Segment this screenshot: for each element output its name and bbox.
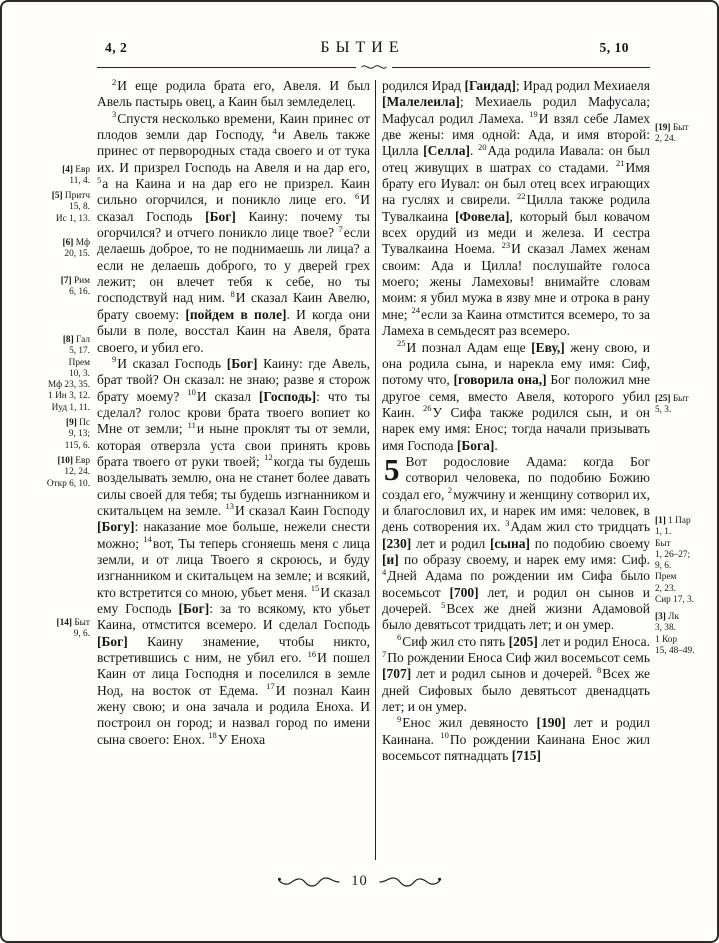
verse-number: 8 [230, 288, 235, 299]
cross-reference-line: [7] Рим [60, 276, 90, 286]
cross-reference-line: 3, 38. [655, 623, 676, 634]
cross-reference-note [6, 165, 90, 188]
cross-reference-line: 6, 16. [69, 287, 90, 298]
verse-number: 3 [505, 517, 510, 528]
bracketed-insertion: [700] [449, 584, 479, 600]
bracketed-insertion: [3] [655, 612, 666, 622]
cross-reference-line: Сир 17, 3. [655, 595, 695, 606]
cross-reference-note [655, 394, 717, 417]
bracketed-insertion: [Бог] [97, 633, 128, 649]
cross-reference-line: 9, 6. [73, 629, 90, 640]
bracketed-insertion: [Бог] [205, 208, 236, 224]
verse-paragraph: $^3$Спустя несколько времени, Каин принес от плодов земли дар Господу, $^4$и Авель также принес от первородных стада своего и от тука их. И призрел Господь на Авеля и на дар его, $^5$а на Каина и на дар его не призрел. Каин сильно огорчился, и поникло лице его. $^6$И сказал Господь [Бог] Каину: почему ты огорчился? и отчего поникло лице твое? $^7$если делаешь доброе, то не поднимаешь ли лица? а если не делаешь доброго, то у дверей грех лежит; он влечет тебя к себе, но ты господствуй над ним. $^8$И сказал Каин Авелю, брату своему: [пойдем в поле]. И когда они были в поле, восстал Каин на Авеля, брата своего, и убил его. [97, 109, 370, 355]
verse-number: 20 [478, 141, 487, 152]
cross-reference-note [6, 418, 90, 452]
left-margin-references [6, 78, 90, 864]
verse-number: 8 [597, 664, 602, 675]
header-rule-line [97, 67, 356, 68]
verse-number: 2 [447, 485, 453, 496]
cross-reference-line: 2, 24. [655, 134, 676, 145]
cross-reference-line: Ис 1, 13. [55, 213, 90, 224]
verse-paragraph: родился Ирад [Гаидад]; Ирад родил Мехиаеля [Малелеила]; Мехиаель родил Мафусала; Мафусал родил Ламеха. $^{19}$И взял себе Ламех две жены: имя одной: Ада, и имя второй: Цилла [Селла]. $^{20}$Ада родила Иавала: он был отец живущих в шатрах со стадами. $^{21}$Имя брату его Иувал: он был отец всех играющих на гуслях и свирели. $^{22}$Цилла также родила Тувалкаина [Фовела], который был ковачом всех орудий из меди и железа. И сестра Тувалкаина Ноема. $^{23}$И сказал Ламех женам своим: Ада и Цилла! послушайте голоса моего; жены Ламеховы! внимайте словам моим: я убил мужа в язву мне и отрока в рану мне; $^{24}$если за Каина отмстится всемеро, то за Ламеха в семьдесят раз всемеро. [382, 78, 650, 339]
chapter-number: 5 [384, 451, 400, 487]
cross-reference-line: 10, 3. [69, 368, 90, 379]
bracketed-insertion: [Еву,] [531, 339, 565, 355]
cross-reference-line: [1] 1 Пар [655, 516, 691, 526]
page-number: 10 [351, 873, 368, 889]
cross-reference-line: [3] Лк [655, 612, 679, 622]
cross-reference-line: 1, 1. [655, 527, 672, 538]
cross-reference-line: 15, 48–49. [655, 645, 695, 656]
verse-number: 7 [382, 648, 387, 659]
verse-number: 3 [112, 109, 117, 120]
verse-number: 19 [529, 109, 538, 120]
page-footer [2, 873, 717, 890]
cross-reference-line: [5] Притч [51, 191, 90, 201]
right-margin-references [655, 78, 717, 864]
verse-number: 22 [516, 190, 526, 201]
verse-number: 9 [397, 713, 402, 724]
verse-number: 25 [397, 338, 406, 348]
cross-reference-line: Прем [655, 572, 677, 583]
bracketed-insertion: [Богу] [97, 519, 135, 535]
verse-number: 17 [266, 681, 275, 692]
verse-number: 23 [501, 239, 511, 250]
cross-reference-line: 20, 15. [64, 249, 90, 260]
bracketed-insertion: [и] [382, 551, 399, 567]
bracketed-insertion: [19] [655, 123, 671, 133]
bracketed-insertion: [707] [382, 666, 412, 682]
cross-reference-line: 11, 4. [69, 176, 90, 187]
cross-reference-note [6, 335, 90, 414]
cross-reference-line: Прем [68, 357, 90, 368]
cross-reference-line: 5, 17. [69, 346, 90, 357]
bracketed-insertion: [14] [56, 618, 73, 628]
cross-reference-line: 1 Ин 3, 12. [48, 391, 90, 402]
cross-reference-line: [4] Евр [62, 165, 90, 175]
cross-reference-line: 115, 6. [64, 440, 90, 451]
verse-number: 21 [615, 158, 625, 169]
verse-paragraph: 5 Вот родословие Адама: когда Бог сотворил человека, по подобию Божию создал его, $^2$мужчину и женщину сотворил их, и благословил их, и нарек им имя: человек, в день сотворения их. $^3$Адам жил сто тридцать [230] лет и родил [сына] по подобию своему [и] по образу своему, и нарек ему имя: Сиф. $^4$Дней Адама по рождении им Сифа было восемьсот [700] лет, и родил он сынов и дочерей. $^5$Всех же дней жизни Адамовой было девятьсот тридцать лет; и он умер. [382, 451, 650, 633]
flourish-left-icon [277, 874, 341, 890]
verse-number: 5 [97, 174, 102, 185]
cross-reference-note [655, 612, 717, 657]
header-chapter-verse-right: 5, 10 [599, 40, 629, 55]
header-rule [97, 62, 650, 72]
left-text-column [97, 78, 370, 864]
cross-reference-line: 9, 13; [68, 429, 90, 440]
verse-paragraph: $^6$Сиф жил сто пять [205] лет и родил Еноса. $^7$По рождении Еноса Сиф жил восемьсот семь [707] лет и родил сынов и дочерей. $^8$Всех же дней Сифовых было девятьсот двенадцать лет; и он умер. [382, 632, 650, 715]
bracketed-insertion: [715] [511, 748, 542, 764]
column-divider [375, 80, 376, 860]
verse-number: 26 [423, 403, 432, 414]
cross-reference-line: [10] Евр [57, 456, 90, 466]
bracketed-insertion: [190] [536, 715, 566, 731]
cross-reference-line: Откр 6, 10. [46, 478, 90, 489]
book-title: БЫТИЕ [320, 39, 405, 56]
cross-reference-line: 1 Кор [655, 634, 678, 645]
bracketed-insertion: [230] [382, 535, 412, 551]
cross-reference-line: [19] Быт [655, 123, 689, 133]
bracketed-insertion: [5] [51, 191, 63, 201]
verse-paragraph: $^2$И еще родила брата его, Авеля. И был Авель пастырь овец, а Каин был земледелец. [97, 78, 370, 110]
cross-reference-line: 2, 23. [655, 583, 676, 594]
cross-reference-line: Быт [655, 538, 671, 549]
bracketed-insertion: [6] [62, 238, 74, 248]
verse-number: 2 [112, 78, 117, 87]
bracketed-insertion: [говорила она,] [453, 372, 547, 388]
verse-paragraph: $^9$И сказал Господь [Бог] Каину: где Авель, брат твой? Он сказал: не знаю; разве я сторож брату моему? $^{10}$И сказал [Господь]: что ты сделал? голос крови брата твоего вопиет ко Мне от земли; $^{11}$и ныне проклят ты от земли, которая отверзла уста свои принять кровь брата твоего от руки твоей; $^{12}$когда ты будешь возделывать землю, она не станет более давать силы своей для тебя; ты будешь изгнанником и скитальцем на земле. $^{13}$И сказал Каин Господу [Богу]: наказание мое больше, нежели снести можно; $^{14}$вот, Ты теперь сгоняешь меня с лица земли, и от лица Твоего я скроюсь, и буду изгнанником и скитальцем на земле; и всякий, кто встретится со мною, убьет меня. $^{15}$И сказал ему Господь [Бог]: за то всякому, кто убьет Каина, отмстится всемеро. И сделал Господь [Бог] Каину знамение, чтобы никто, встретившись с ним, не убил его. $^{16}$И пошел Каин от лица Господня и поселился в земле Нод, на восток от Едема. $^{17}$И познал Каин жену свою; и она зачала и родила Еноха. И построил он город; и назвал город по имени сына своего: Енох. $^{18}$У Еноха [97, 354, 370, 747]
verse-number: 11 [187, 419, 196, 430]
bracketed-insertion: [9] [65, 418, 77, 428]
verse-number: 6 [355, 190, 360, 201]
cross-reference-note [655, 516, 717, 606]
cross-reference-note [6, 238, 90, 261]
bracketed-insertion: [Бог] [226, 355, 258, 371]
cross-reference-line: 1, 26–27; [655, 549, 691, 560]
bracketed-insertion: [пойдем в поле] [185, 306, 287, 322]
verse-number: 16 [307, 648, 317, 659]
bracketed-insertion: [25] [655, 394, 671, 404]
bracketed-insertion: [7] [60, 276, 72, 286]
verse-number: 12 [264, 452, 273, 463]
bracketed-insertion: [4] [62, 165, 73, 175]
verse-number: 14 [143, 534, 152, 545]
verse-number: 10 [187, 387, 196, 398]
cross-reference-note [655, 123, 717, 146]
bracketed-insertion: [сына] [489, 535, 530, 551]
verse-number: 10 [440, 730, 449, 741]
bracketed-insertion: [205] [508, 633, 538, 649]
cross-reference-line: 12, 24. [64, 467, 90, 478]
right-text-column [382, 78, 650, 864]
verse-number: 4 [272, 125, 277, 136]
bracketed-insertion: [Селла] [423, 143, 470, 159]
bracketed-insertion: [Фовела] [454, 208, 510, 224]
bracketed-insertion: [Малелеила] [382, 94, 460, 110]
cross-reference-line: Иуд 1, 11. [51, 402, 90, 413]
bracketed-insertion: [Бог] [178, 601, 210, 616]
cross-reference-line: 9, 6. [655, 561, 672, 572]
cross-reference-line: Мф 23, 35. [47, 380, 90, 391]
verse-number: 7 [338, 223, 343, 234]
bracketed-insertion: [Господь] [258, 388, 317, 404]
cross-reference-note [6, 456, 90, 490]
bracketed-insertion: [Бога] [456, 437, 495, 453]
verse-number: 5 [441, 599, 446, 610]
cross-reference-note [6, 191, 90, 225]
verse-number: 9 [112, 354, 117, 365]
flourish-right-icon [378, 874, 442, 890]
cross-reference-note [6, 276, 90, 299]
scroll-ornament-icon [361, 62, 387, 72]
cross-reference-line: [9] Пс [65, 418, 90, 428]
verse-paragraph: $^{25}$И познал Адам еще [Еву,] жену свою, и она родила сына, и нарекла ему имя: Сиф, потому что, [говорила она,] Бог положил мне другое семя, вместо Авеля, которого убил Каин. $^{26}$У Сифа также родился сын, и он нарек ему имя: Енос; тогда начали призывать имя Господа [Бога]. [382, 338, 650, 453]
header-rule-line [392, 67, 651, 68]
cross-reference-line: [14] Быт [56, 618, 90, 628]
header-chapter-verse-left: 4, 2 [105, 40, 128, 55]
cross-reference-line: [6] Мф [62, 238, 90, 248]
verse-number: 4 [382, 566, 387, 577]
bracketed-insertion: [10] [57, 456, 73, 466]
cross-reference-line: [25] Быт [655, 394, 689, 404]
cross-reference-line: 15, 8. [69, 202, 90, 213]
bracketed-insertion: [Гаидад] [464, 78, 516, 93]
verse-number: 13 [225, 501, 234, 512]
bracketed-insertion: [1] [655, 516, 666, 526]
verse-number: 18 [208, 730, 217, 741]
verse-paragraph: $^9$Енос жил девяносто [190] лет и родил Каинана. $^{10}$По рождении Каинана Енос жил восемьсот пятнадцать [715] [382, 713, 650, 764]
verse-number: 6 [397, 632, 402, 643]
verse-number: 15 [310, 583, 320, 594]
cross-reference-line: [8] Гал [62, 335, 90, 345]
verse-number: 24 [411, 305, 421, 316]
cross-reference-note [6, 618, 90, 641]
bracketed-insertion: [8] [62, 335, 74, 345]
cross-reference-line: 5, 3. [655, 405, 672, 416]
